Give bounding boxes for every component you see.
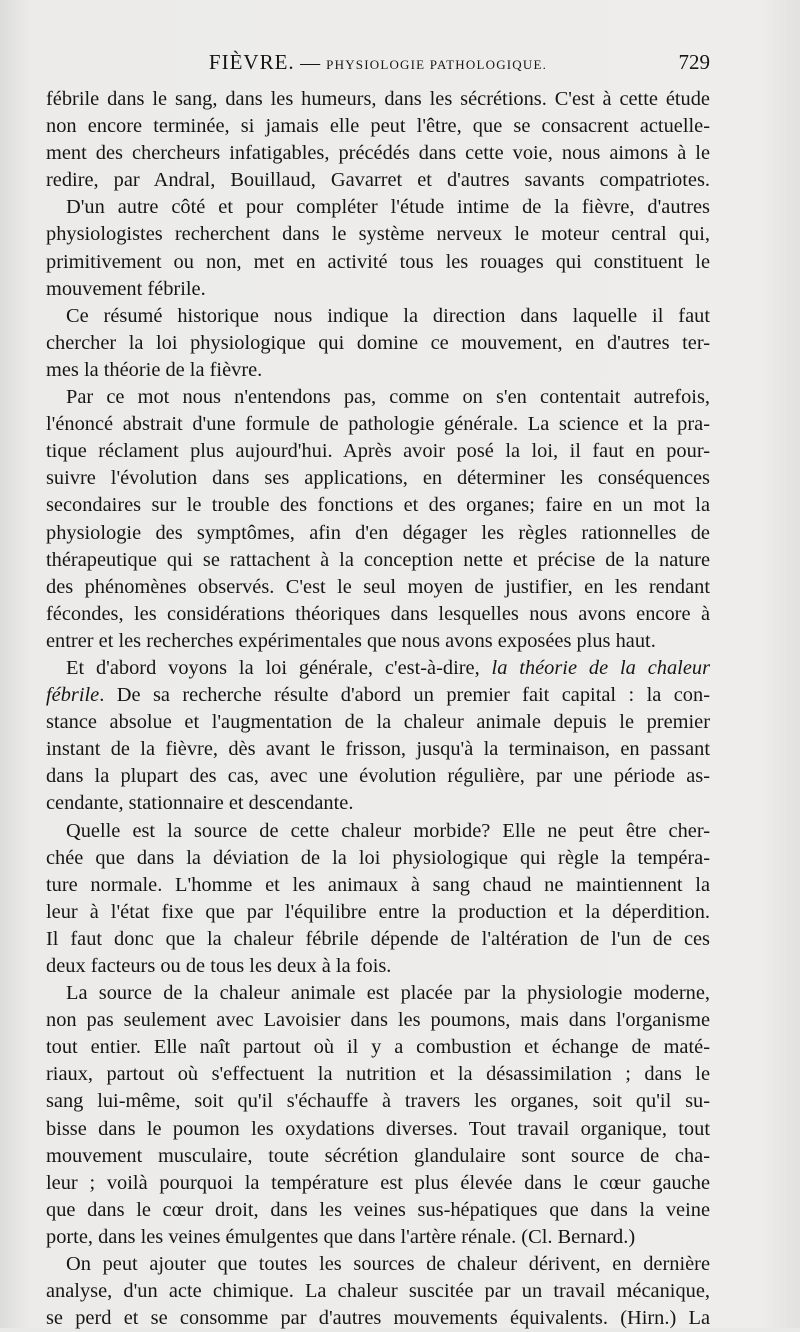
body-text — [46, 86, 710, 1332]
text-line: redire, par Andral, Bouillaud, Gavarret et d'autres savants compatriotes. — [46, 169, 710, 192]
text-line: riaux, partout où s'effectuent la nutrition et la désassimilation ; dans le — [46, 1063, 710, 1086]
text-line: mouvement fébrile. — [46, 277, 206, 300]
text-line: sang lui-même, soit qu'il s'échauffe à travers les organes, soit qu'il su- — [46, 1090, 710, 1113]
text-line: primitivement ou non, met en activité tous les rouages qui constituent le — [46, 250, 710, 273]
text-line: non pas seulement avec Lavoisier dans les poumons, mais dans l'organisme — [46, 1009, 710, 1032]
text-line: Par ce mot nous n'entendons pas, comme on s'en contentait autrefois, — [66, 386, 710, 409]
text-segment: Et d'abord voyons la loi générale, c'est-à-dire, — [66, 656, 492, 679]
text-line: ture normale. L'homme et les animaux à sang chaud ne maintiennent la — [46, 873, 710, 896]
text-line: D'un autre côté et pour compléter l'étude intime de la fièvre, d'autres — [66, 196, 710, 219]
text-line: que dans le cœur droit, dans les veines sus-hépatiques que dans la veine — [46, 1198, 710, 1221]
text-line: stance absolue et l'augmentation de la chaleur animale depuis le premier — [46, 711, 710, 734]
italic-segment: la théorie de la chaleur — [491, 656, 710, 679]
text-line: analyse, d'un acte chimique. La chaleur suscitée par un travail mécanique, — [46, 1280, 710, 1303]
text-line: La source de la chaleur animale est placée par la physiologie moderne, — [66, 982, 710, 1005]
text-line: physiologie des symptômes, afin d'en dégager les règles rationnelles de — [46, 521, 710, 544]
text-line: des phénomènes observés. C'est le seul moyen de justifier, en les rendant — [46, 575, 710, 598]
running-head-separator: — — [300, 52, 321, 74]
text-line: non encore terminée, si jamais elle peut l'être, que se consacrent actuelle- — [46, 115, 710, 138]
text-line: fécondes, les considérations théoriques dans lesquelles nous avons encore à — [46, 602, 710, 625]
text-line: se perd et se consomme par d'autres mouvements équivalents. (Hirn.) La — [46, 1307, 710, 1330]
text-line: Ce résumé historique nous indique la direction dans laquelle il faut — [66, 304, 710, 327]
text-line: tout entier. Elle naît partout où il y a combustion et échange de maté- — [46, 1036, 710, 1059]
text-line: mouvement musculaire, toute sécrétion glandulaire sont source de cha- — [46, 1144, 710, 1167]
text-line — [46, 682, 710, 709]
running-head-subtitle: PHYSIOLOGIE PATHOLOGIQUE. — [326, 57, 548, 72]
text-line: Quelle est la source de cette chaleur morbide? Elle ne peut être cher- — [66, 819, 710, 842]
page-number: 729 — [678, 50, 710, 74]
text-line: cendante, stationnaire et descendante. — [46, 792, 354, 815]
text-line: chercher la loi physiologique qui domine ce mouvement, en d'autres ter- — [46, 331, 710, 354]
text-line: leur ; voilà pourquoi la température est plus élevée dans le cœur gauche — [46, 1171, 710, 1194]
text-line: leur à l'état fixe que par l'équilibre entre la production et la déperdition. — [46, 900, 710, 923]
text-line: fébrile dans le sang, dans les humeurs, dans les sécrétions. C'est à cette étude — [46, 88, 710, 110]
text-line: chée que dans la déviation de la loi physiologique qui règle la tempéra- — [46, 846, 710, 869]
running-head — [46, 50, 710, 75]
text-line: bisse dans le poumon les oxydations diverses. Tout travail organique, tout — [46, 1117, 710, 1140]
text-line: deux facteurs ou de tous les deux à la fois. — [46, 955, 392, 977]
text-line: entrer et les recherches expérimentales que nous avons exposées plus haut. — [46, 629, 656, 652]
text-line — [46, 655, 710, 682]
text-line: l'énoncé abstrait d'une formule de pathologie générale. La science et la pra- — [46, 413, 710, 436]
text-line: Il faut donc que la chaleur fébrile dépende de l'altération de l'un de ces — [46, 927, 710, 950]
text-line: porte, dans les veines émulgentes que dans l'artère rénale. (Cl. Bernard.) — [46, 1225, 636, 1248]
text-line: thérapeutique qui se rattachent à la conception nette et précise de la nature — [46, 548, 710, 571]
text-line: tique réclament plus aujourd'hui. Après avoir posé la loi, il faut en pour- — [46, 440, 710, 463]
text-line: mes la théorie de la fièvre. — [46, 358, 263, 381]
page-header — [46, 50, 710, 80]
italic-segment: fébrile — [46, 684, 100, 707]
text-line: suivre l'évolution dans ses applications, en déterminer les conséquences — [46, 467, 710, 490]
running-head-title: FIÈVRE. — [208, 50, 295, 74]
text-line: instant de la fièvre, dès avant le frisson, jusqu'à la terminaison, en passant — [46, 738, 710, 761]
text-line: dans la plupart des cas, avec une évolution régulière, par une période as- — [46, 765, 710, 788]
text-line: ment des chercheurs infatigables, précédés dans cette voie, nous aimons à le — [46, 142, 710, 165]
text-line: secondaires sur le trouble des fonctions et des organes; faire en un mot la — [46, 494, 710, 517]
text-line: physiologistes recherchent dans le système nerveux le moteur central qui, — [46, 223, 710, 246]
text-segment: . De sa recherche résulte d'abord un premier fait capital : la con- — [99, 684, 710, 707]
text-line: On peut ajouter que toutes les sources de chaleur dérivent, en dernière — [66, 1253, 710, 1276]
